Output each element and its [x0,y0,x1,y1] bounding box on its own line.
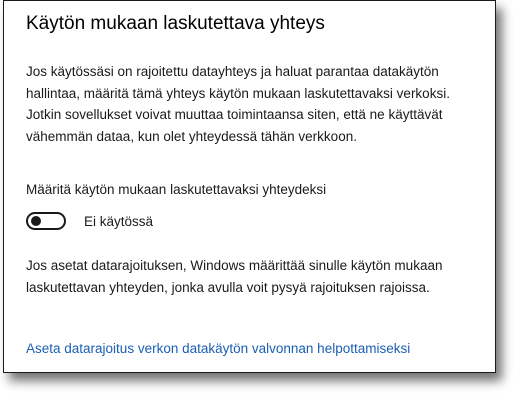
section-title: Käytön mukaan laskutettava yhteys [26,13,325,34]
metered-toggle-label: Määritä käytön mukaan laskutettavaksi yhteydeksi [26,182,327,197]
data-limit-note: Jos asetat datarajoituksen, Windows määrittää sinulle käytön mukaan laskutettavan yhteyden, jonka avulla voit pysyä rajoituksen rajoissa. [26,258,443,295]
settings-panel [3,0,496,373]
toggle-state-text: Ei käytössä [84,213,154,229]
section-description: Jos käytössäsi on rajoitettu datayhteys ja haluat parantaa datakäytön hallintaa, määritä tämä yhteys käytön mukaan laskutettavaksi verkoksi. Jotkin sovellukset voivat muuttaa toimintaansa siten, että ne käyttävät vähemmän dataa, kun olet yhteydessä tähän verkkoon. [26,64,450,144]
metered-connection-toggle[interactable] [26,212,66,230]
set-data-limit-link[interactable]: Aseta datarajoitus verkon datakäytön valvonnan helpottamiseksi [26,341,411,356]
toggle-knob [31,216,41,226]
metered-toggle-row [26,212,153,230]
